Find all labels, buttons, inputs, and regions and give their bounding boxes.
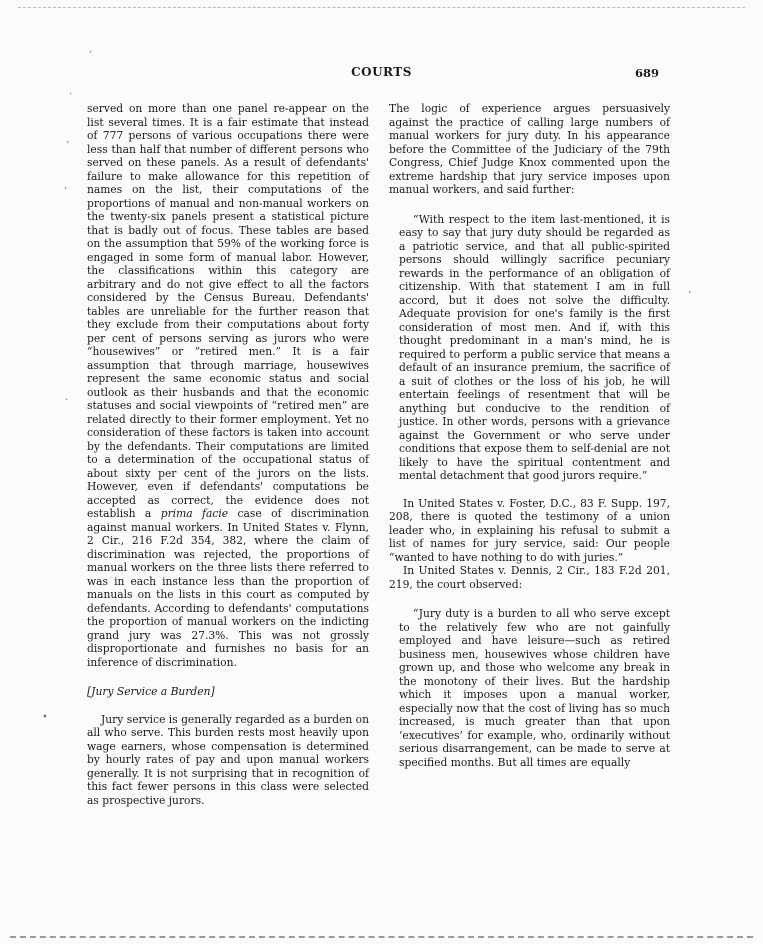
block-quote: “With respect to the item last-mentioned, it is easy to say that jury duty should be regarded as a patriotic service, and that all public-spirited persons should willingly sacrifice pecuniary rewards in the performance of an obligation of citizenship. With that statement I am in full accord, but it does not solve the difficulty. Adequate provision for one's family is the first consideration of most men. And if, with this thought predominant in a man's mind, he is required to perform a public service that means a default of an insurance premium, the sacrifice of a suit of clothes or the loss of his job, he will entertain feelings of resentment that will be anything but conducive to the rendition of justice. In other words, persons with a grievance against the Government or who serve under conditions that expose them to self-denial are not likely to have the spiritual contentment and mental detachment that good jurors require.” xyxy=(399,212,670,482)
scan-speck: ‘ xyxy=(688,290,692,301)
paragraph: In United States v. Foster, D.C., 83 F. Supp. 197, 208, there is quoted the testimony of a union leader who, in explaining his refusal to submit a list of names for jury service, said: Our people “wanted to have nothing to do with juries.” xyxy=(389,496,670,564)
paragraph: In United States v. Dennis, 2 Cir., 183 F.2d 201, 219, the court observed: xyxy=(389,564,670,591)
paragraph-text: case of discrimination against manual workers. In United States v. Flynn, 2 Cir., 216 F.2d 354, 382, where the claim of discrimination was rejected, the proportions of manual workers on the three lists there referred to was in each instance less than the proportion of manuals on the lists in this court as computed by defendants. According to defendants' computations the proportion of manual workers on the indicting grand jury was 27.3%. This was not grossly disproportionate and furnishes no basis for an inference of discrimination. xyxy=(87,507,369,669)
block-quote: “Jury duty is a burden to all who serve except to the relatively few who are not gainfully employed and have leisure—such as retired business men, housewives whose children have grown up, and those who welcome any break in the monotony of their lives. But the hardship which it imposes upon a manual worker, especially now that the cost of living has so much increased, is much greater than that upon ‘executives’ for example, who, ordinarily without serious disarrangement, can be made to serve at specified months. But all times are equally xyxy=(399,607,670,769)
page-number: 689 xyxy=(634,66,659,80)
top-scan-border xyxy=(18,7,745,8)
bottom-scan-border xyxy=(10,936,753,938)
italic-phrase: prima facie xyxy=(160,507,229,520)
running-head: COURTS xyxy=(351,65,412,79)
right-column xyxy=(389,102,670,769)
paragraph: Jury service is generally regarded as a burden on all who serve. This burden rests most heavily upon wage earners, whose compensation is determined by hourly rates of pay and upon manual workers generally. It is not surprising that in recognition of this fact fewer persons in this class were selected as prospective jurors. xyxy=(87,712,370,807)
section-subheading: [Jury Service a Burden] xyxy=(87,685,215,698)
paragraph-text: served on more than one panel re-appear on the list several times. It is a fair estimate that instead of 777 persons of various occupations there were less than half that number of different persons who served on these panels. As a result of defendants' failure to make allowance for this repetition of names on the list, their computations of the proportions of manual and non-manual workers on the twenty-six panels present a statistical picture that is badly out of focus. These tables are based on the assumption that 59% of the working force is engaged in some form of manual labor. However, the classifications within this category are arbitrary and do not give effect to all the factors considered by the Census Bureau. Defendants' tables are unreliable for the further reason that they exclude from their computations about forty per cent of persons serving as jurors who were “housewives” or “retired men.” It is a fair assumption that through marriage, housewives represent the same economic status and social outlook as their husbands and that the economic statuses and social viewpoints of “retired men” are related directly to their former employment. Yet no consideration of these factors is taken into account by the defendants. Their computations are limited to a determination of the occupational status of about sixty per cent of the jurors on the lists. However, even if defendants' computations be accepted as correct, the evidence does not establish a xyxy=(87,102,369,520)
scan-speck: ’ xyxy=(89,50,93,61)
left-column xyxy=(87,102,369,807)
scan-speck: ‚ xyxy=(64,180,68,191)
scan-speck: • xyxy=(42,712,48,723)
scan-speck: · xyxy=(65,395,69,406)
scan-speck: · xyxy=(69,89,73,100)
paragraph xyxy=(87,102,369,669)
scan-speck: ‘ xyxy=(66,140,70,151)
paragraph: The logic of experience argues persuasively against the practice of calling large numbers of manual workers for jury duty. In his appearance before the Committee of the Judiciary of the 79th Congress, Chief Judge Knox commented upon the extreme hardship that jury service imposes upon manual workers, and said further: xyxy=(389,102,670,196)
